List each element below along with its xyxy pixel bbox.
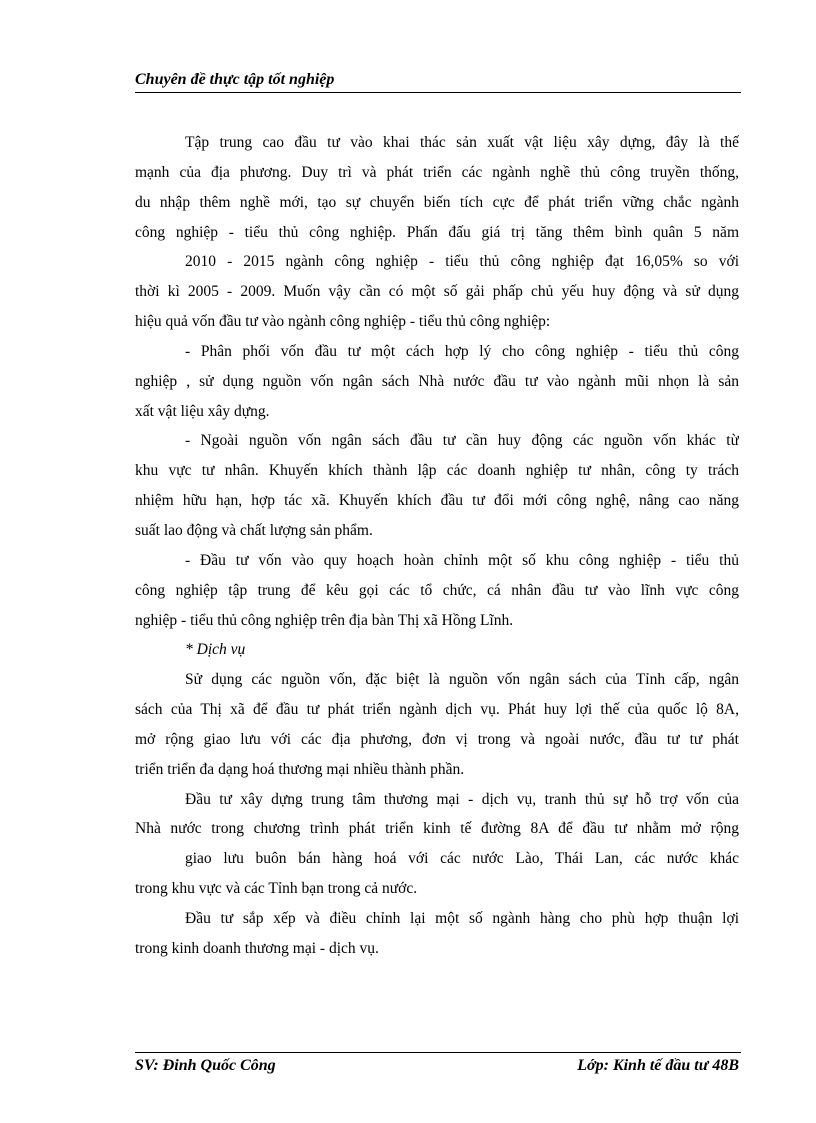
footer-class-name: Lớp: Kinh tế đầu tư 48B — [577, 1057, 739, 1074]
paragraph-line: triển triển đa dạng hoá thương mại nhiều thành phần. — [135, 760, 465, 778]
paragraph-line: khu vực tư nhân. Khuyến khích thành lập các doanh nghiệp tư nhân, công ty trách — [135, 462, 739, 480]
paragraph-line: Sử dụng các nguồn vốn, đặc biệt là nguồn vốn ngân sách của Tỉnh cấp, ngân — [185, 671, 739, 689]
paragraph-line: - Đầu tư vốn vào quy hoạch hoàn chỉnh một số khu công nghiệp - tiểu thủ — [185, 551, 739, 569]
paragraph-line: xất vật liệu xây dựng. — [135, 402, 270, 420]
paragraph-line: - Ngoài nguồn vốn ngân sách đầu tư cần huy động các nguồn vốn khác từ — [185, 432, 739, 450]
paragraph-line: hiệu quả vốn đầu tư vào ngành công nghiệp - tiểu thủ công nghiệp: — [135, 313, 551, 331]
paragraph-line: công nghiệp - tiểu thủ công nghiệp. Phấn đấu giá trị tăng thêm bình quân 5 năm — [135, 223, 739, 241]
paragraph-line: nhiệm hữu hạn, hợp tác xã. Khuyến khích đầu tư đổi mới công nghệ, nâng cao năng — [135, 492, 739, 510]
paragraph-line: mở rộng giao lưu với các địa phương, đơn vị trong và ngoài nước, đầu tư tư phát — [135, 730, 739, 748]
page-footer — [135, 1052, 741, 1077]
paragraph-line: trong kinh doanh thương mại - dịch vụ. — [135, 939, 379, 957]
footer-student-name: SV: Đinh Quốc Công — [135, 1057, 276, 1074]
paragraph-line: du nhập thêm nghề mới, tạo sự chuyển biến tích cực để phát triển vững chắc ngành — [135, 193, 739, 211]
paragraph-line: nghiệp - tiểu thủ công nghiệp trên địa bàn Thị xã Hồng Lĩnh. — [135, 611, 514, 629]
header-title: Chuyên đề thực tập tốt nghiệp — [135, 71, 335, 88]
body-text — [135, 128, 739, 964]
page-header — [135, 68, 741, 93]
section-heading: * Dịch vụ — [185, 641, 246, 659]
paragraph-line: Nhà nước trong chương trình phát triển kinh tế đường 8A để đầu tư nhằm mở rộng — [135, 820, 739, 838]
paragraph-line: Tập trung cao đầu tư vào khai thác sản xuất vật liệu xây dựng, đây là thế — [185, 134, 739, 151]
paragraph-line: 2010 - 2015 ngành công nghiệp - tiểu thủ công nghiệp đạt 16,05% so với — [185, 253, 739, 271]
paragraph-line: sách của Thị xã để đầu tư phát triển ngành dịch vụ. Phát huy lợi thế của quốc lộ 8A, — [135, 701, 739, 719]
paragraph-line: Đầu tư xây dựng trung tâm thương mại - dịch vụ, tranh thủ sự hỗ trợ vốn của — [185, 790, 739, 808]
paragraph-line: Đầu tư sắp xếp và điều chỉnh lại một số ngành hàng cho phù hợp thuận lợi — [185, 909, 739, 927]
paragraph-line: giao lưu buôn bán hàng hoá với các nước Lào, Thái Lan, các nước khác — [185, 850, 739, 868]
paragraph-line: - Phân phối vốn đầu tư một cách hợp lý cho công nghiệp - tiểu thủ công — [185, 342, 739, 360]
paragraph-line: công nghiệp tập trung để kêu gọi các tổ chức, cá nhân đầu tư vào lĩnh vực công — [135, 581, 739, 599]
paragraph-line: mạnh của địa phương. Duy trì và phát triển các ngành nghề thủ công truyền thống, — [135, 163, 739, 181]
paragraph-line: suất lao động và chất lượng sản phẩm. — [135, 521, 373, 539]
paragraph-line: trong khu vực và các Tỉnh bạn trong cả nước. — [135, 880, 418, 898]
paragraph-line: thời kì 2005 - 2009. Muốn vậy cần có một số gải phấp chủ yếu huy động và sử dụng — [135, 283, 739, 301]
paragraph-line: nghiệp , sử dụng nguồn vốn ngân sách Nhà nước đầu tư vào ngành mũi nhọn là sản — [135, 372, 739, 390]
